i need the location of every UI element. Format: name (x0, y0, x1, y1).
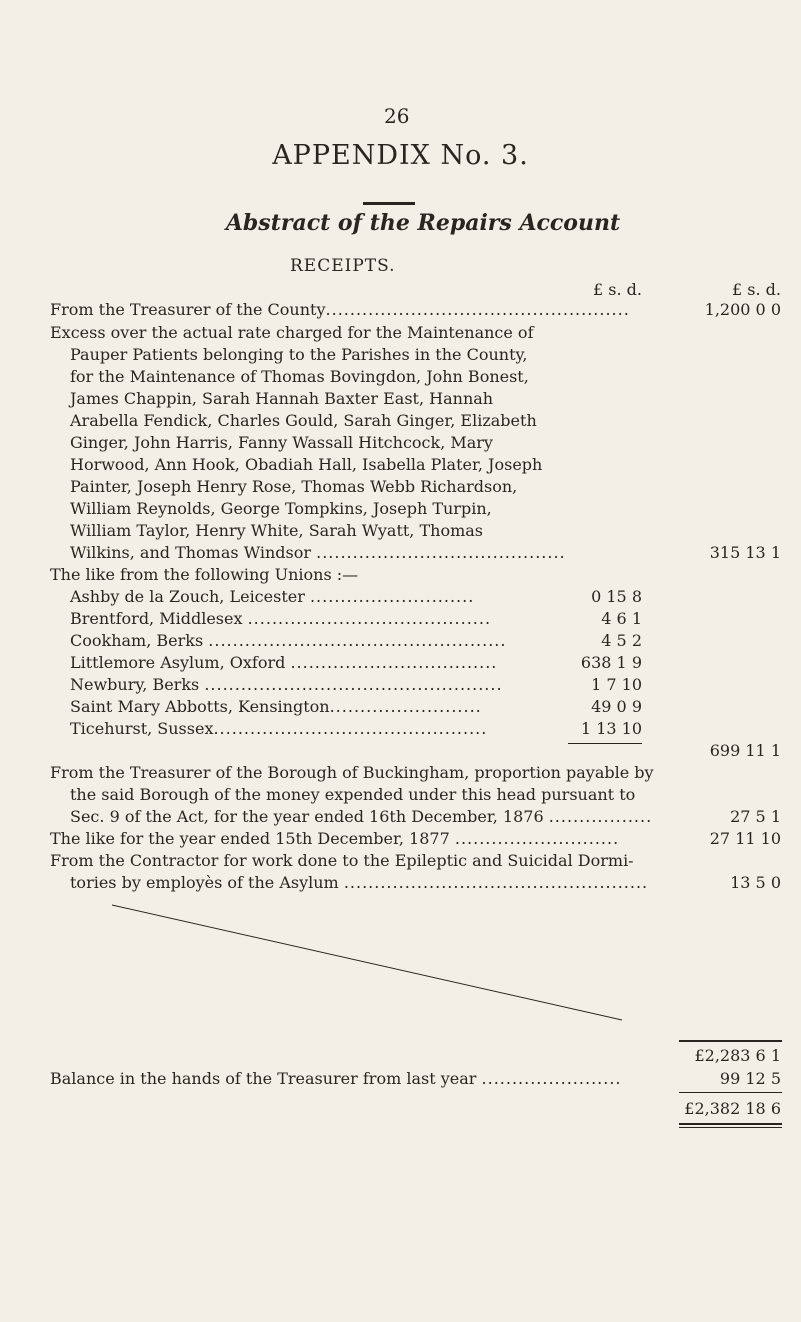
union-amount: 4 5 2 (601, 631, 642, 650)
excess-line: William Taylor, Henry White, Sarah Wyatt, Thomas (70, 521, 483, 540)
union-row: Saint Mary Abbotts, Kensington......................... 49 0 9 (70, 697, 642, 716)
grand-total-amount: £2,382 18 6 (684, 1099, 781, 1118)
union-row: Littlemore Asylum, Oxford .................................. 638 1 9 (70, 653, 642, 672)
union-amount: 49 0 9 (591, 697, 642, 716)
unions-intro: The like from the following Unions :— (50, 565, 359, 584)
appendix-heading: APPENDIX No. 3. (272, 140, 529, 171)
union-row: Brentford, Middlesex ........................................ 4 6 1 (70, 609, 642, 628)
union-amount: 4 6 1 (601, 609, 642, 628)
row-amount: 315 13 1 (709, 543, 781, 562)
row-amount: 27 11 10 (709, 829, 781, 848)
row-amount: 13 5 0 (730, 873, 781, 892)
receipt-row-buckingham: Sec. 9 of the Act, for the year ended 16th December, 1876 ................. 27 5 1 (70, 807, 781, 826)
excess-line: Ginger, John Harris, Fanny Wassall Hitchcock, Mary (70, 433, 493, 452)
column-header-inner: £ s. d. (593, 280, 642, 299)
union-amount: 1 7 10 (591, 675, 642, 694)
receipt-row-1877: The like for the year ended 15th December, 1877 ........................... 27 11 10 (50, 829, 781, 848)
contractor-line: From the Contractor for work done to the Epileptic and Suicidal Dormi- (50, 851, 634, 870)
row-amount: 1,200 0 0 (704, 300, 781, 319)
subtotal-double-rule (679, 1040, 782, 1042)
excess-line: Arabella Fendick, Charles Gould, Sarah Ginger, Elizabeth (70, 411, 537, 430)
union-amount: 638 1 9 (580, 653, 642, 672)
row-amount: 27 5 1 (730, 807, 781, 826)
excess-first-line: Excess over the actual rate charged for the Maintenance of (50, 323, 534, 342)
excess-line: William Reynolds, George Tompkins, Joseph Turpin, (70, 499, 492, 518)
row-label: Wilkins, and Thomas Windsor ......................................... (70, 543, 566, 562)
excess-line: Painter, Joseph Henry Rose, Thomas Webb Richardson, (70, 477, 518, 496)
unions-total: 699 11 1 (709, 741, 781, 760)
receipts-heading: RECEIPTS. (290, 256, 396, 276)
balance-row: Balance in the hands of the Treasurer from last year ....................... 99 12 5 (50, 1069, 781, 1088)
balance-amount: 99 12 5 (719, 1069, 781, 1088)
receipt-row-contractor: tories by employès of the Asylum .................................................. 13 5 0 (70, 873, 781, 892)
grand-total-rule-2 (679, 1127, 782, 1128)
total-rule (679, 1092, 782, 1093)
union-row: Cookham, Berks ................................................. 4 5 2 (70, 631, 642, 650)
union-amount: 0 15 8 (591, 587, 642, 606)
union-amount: 1 13 10 (580, 719, 642, 738)
buckingham-line: From the Treasurer of the Borough of Buckingham, proportion payable by (50, 763, 654, 782)
subtotal-amount: £2,283 6 1 (694, 1046, 781, 1065)
excess-line: James Chappin, Sarah Hannah Baxter East, Hannah (70, 389, 494, 408)
union-row: Ticehurst, Sussex............................................. 1 13 10 (70, 719, 642, 738)
grand-total-rule-1 (679, 1123, 782, 1125)
buckingham-line: the said Borough of the money expended under this head pursuant to (70, 785, 636, 804)
union-row: Newbury, Berks ................................................. 1 7 10 (70, 675, 642, 694)
excess-line: Pauper Patients belonging to the Parishes in the County, (70, 345, 528, 364)
union-row: Ashby de la Zouch, Leicester ........................... 0 15 8 (70, 587, 642, 606)
excess-line: for the Maintenance of Thomas Bovingdon, John Bonest, (70, 367, 529, 386)
row-label: From the Treasurer of the County.................................................. (50, 300, 630, 319)
column-header-outer: £ s. d. (732, 280, 781, 299)
account-title: Abstract of the Repairs Account (225, 210, 621, 236)
page-number: 26 (384, 104, 410, 128)
excess-line: Horwood, Ann Hook, Obadiah Hall, Isabella Plater, Joseph (70, 455, 543, 474)
